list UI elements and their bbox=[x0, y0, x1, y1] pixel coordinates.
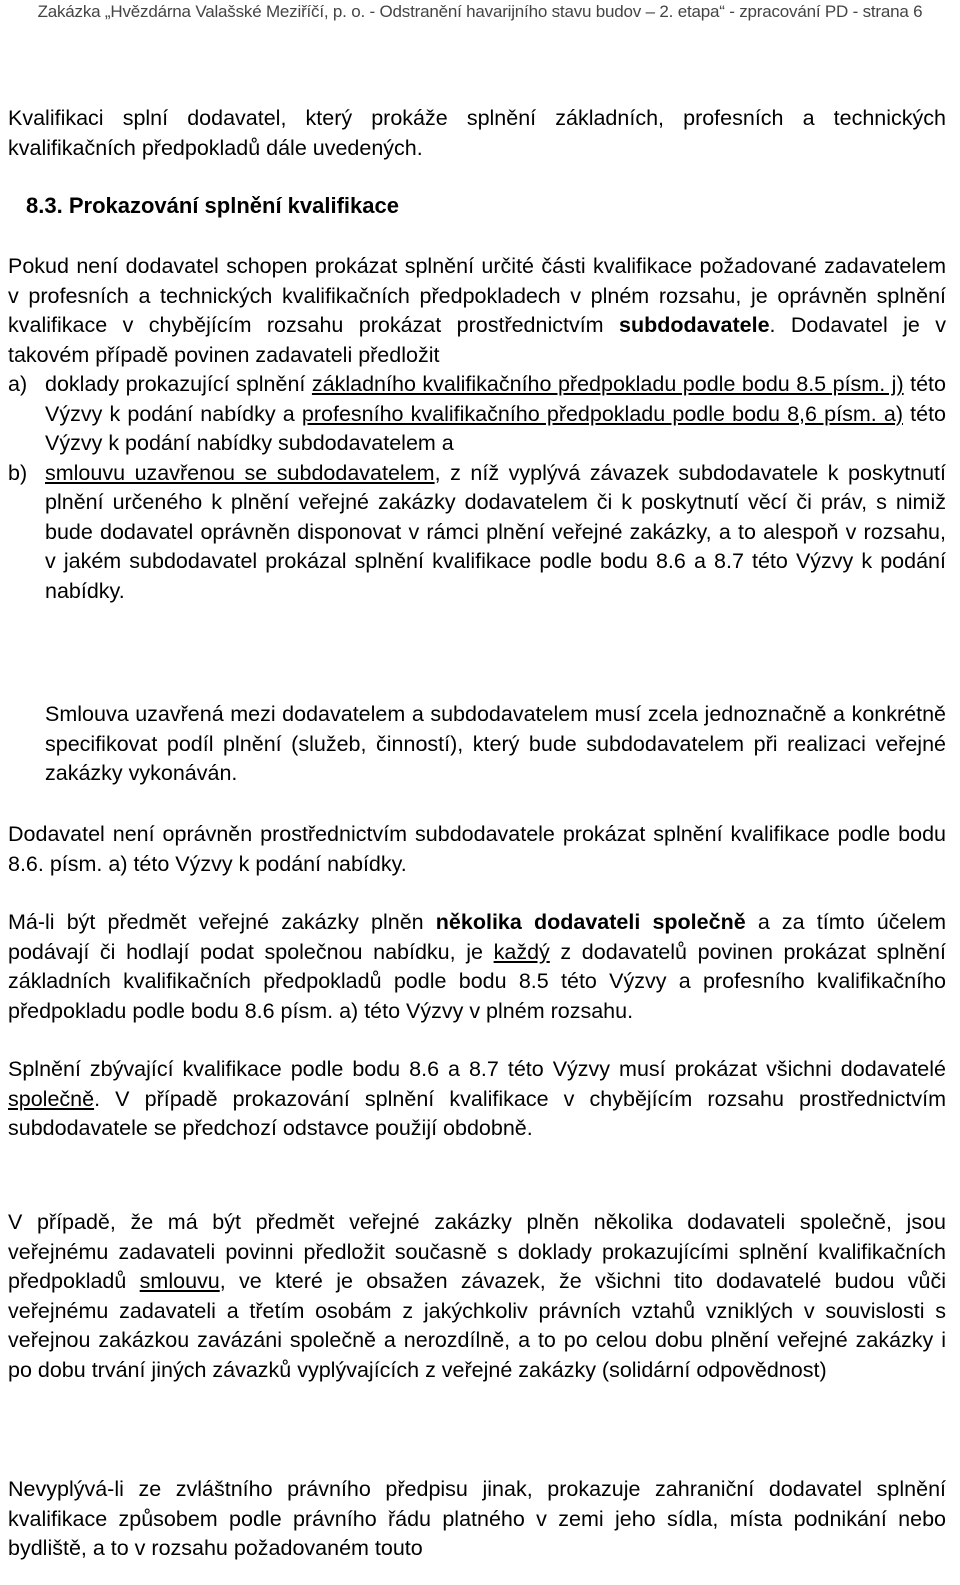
paragraph-contract: Smlouva uzavřená mezi dodavatelem a subdodavatelem musí zcela jednoznačně a konkrétně specifikovat podíl plnění (služeb, činností), který bude subdodavatelem při realizaci veřejné zakázky vykonáván. bbox=[45, 702, 946, 785]
text-run: , z níž vyplývá závazek subdodavatele k poskytnutí plnění určeného k plnění veřejné zakázky dodavatelem či k poskytnutí věcí či práv, s nimiž bude dodavatel oprávněn disponovat v rámci plnění veřejné zakázky, a to alespoň v rozsahu, v jakém subdodavatel prokázal splnění kvalifikace podle bodu 8.6 a 8.7 této Výzvy k podání nabídky. bbox=[45, 460, 946, 603]
paragraph-intro bbox=[8, 252, 946, 370]
paragraph-joint-liability bbox=[8, 1208, 946, 1385]
text-run: . V případě prokazování splnění kvalifikace v chybějícím rozsahu prostřednictvím subdodavatele se předchozí odstavce použijí obdobně. bbox=[8, 1086, 946, 1140]
text-run: V případě, že má být předmět veřejné zakázky plněn několika dodavateli společně, jsou veřejnému zadavateli povinni předložit současně s doklady prokazujícími splnění kvalifikačních předpokladů bbox=[8, 1210, 946, 1293]
paragraph-subcontractor bbox=[8, 252, 946, 606]
paragraph-joint-suppliers bbox=[8, 908, 946, 1026]
section-heading bbox=[26, 193, 399, 219]
text-run: a za tímto účelem podávají či hodlají podat společnou nabídku, je bbox=[8, 910, 947, 964]
list-label: b) bbox=[8, 460, 28, 485]
text-run: Splnění zbývající kvalifikace podle bodu 8.6 a 8.7 této Výzvy musí prokázat všichni dodavatelé bbox=[8, 1057, 946, 1081]
section-number: 8.3. bbox=[26, 193, 63, 218]
list-item-b bbox=[8, 459, 946, 607]
list-label: a) bbox=[8, 372, 28, 396]
underlined-term: smlouvu uzavřenou se subdodavatelem bbox=[45, 460, 435, 485]
text-run: z dodavatelů povinen prokázat splnění základních kvalifikačních předpokladů podle bodu 8.5 této Výzvy a profesního kvalifikačního předpokladu podle bodu 8.6 písm. a) této Výzvy v plném rozsahu. bbox=[8, 939, 946, 1023]
section-title: Prokazování splnění kvalifikace bbox=[68, 193, 399, 218]
text-run: , ve které je obsažen závazek, že všichni tito dodavatelé budou vůči veřejnému zadavateli a třetím osobám z jakýchkoliv právních vztahů vzniklých v souvislosti s veřejnou zakázkou zavázáni společně a nerozdílně, a to po celou dobu plnění veřejné zakázky i po dobu trvání jiných závazků vyplývajících z veřejné zakázky (solidární odpovědnost) bbox=[8, 1269, 946, 1382]
paragraph-restriction: Dodavatel není oprávněn prostřednictvím subdodavatele prokázat splnění kvalifikace podle bodu 8.6. písm. a) této Výzvy k podání nabídky. bbox=[8, 822, 946, 876]
text-run: této Výzvy k podání nabídky subdodavatelem a bbox=[45, 401, 946, 455]
paragraph-remaining-qualification bbox=[8, 1055, 946, 1144]
page-header: Zakázka „Hvězdárna Valašské Meziříčí, p. o. - Odstranění havarijního stavu budov – 2. etapa“ - zpracování PD - strana 6 bbox=[37, 2, 923, 21]
bold-term: několika dodavateli společně bbox=[435, 910, 746, 934]
paragraph-foreign-supplier: Nevyplývá-li ze zvláštního právního předpisu jinak, prokazuje zahraniční dodavatel splnění kvalifikace způsobem podle právního řádu platného v zemi jeho sídla, místa podnikání nebo bydliště, a to v rozsahu požadovaném touto bbox=[8, 1477, 946, 1560]
underlined-term: společně bbox=[8, 1086, 95, 1111]
text-run: Má-li být předmět veřejné zakázky plněn bbox=[8, 910, 436, 934]
underlined-term: každý bbox=[493, 939, 550, 964]
intro-paragraph: Kvalifikaci splní dodavatel, který prokáže splnění základních, profesních a technických kvalifikačních předpokladů dále uvedených. bbox=[8, 106, 946, 160]
bold-term: subdodavatele bbox=[618, 313, 770, 337]
underlined-term: smlouvu bbox=[139, 1269, 220, 1293]
list-item-a bbox=[8, 370, 946, 459]
text-run: Pokud není dodavatel schopen prokázat splnění určité části kvalifikace požadované zadavatelem v profesních a technických kvalifikačních předpokladech v plném rozsahu, je oprávněn splnění kvalifikace v chybějícím rozsahu prokázat prostřednictvím bbox=[8, 254, 946, 337]
underlined-reference: profesního kvalifikačního předpokladu podle bodu 8,6 písm. a) bbox=[301, 401, 903, 426]
text-run: této Výzvy k podání nabídky a bbox=[45, 372, 946, 426]
underlined-reference: základního kvalifikačního předpokladu podle bodu 8.5 písm. j) bbox=[311, 372, 904, 396]
text-run: . Dodavatel je v takovém případě povinen zadavateli předložit bbox=[8, 313, 946, 367]
text-run: doklady prokazující splnění bbox=[45, 372, 312, 396]
